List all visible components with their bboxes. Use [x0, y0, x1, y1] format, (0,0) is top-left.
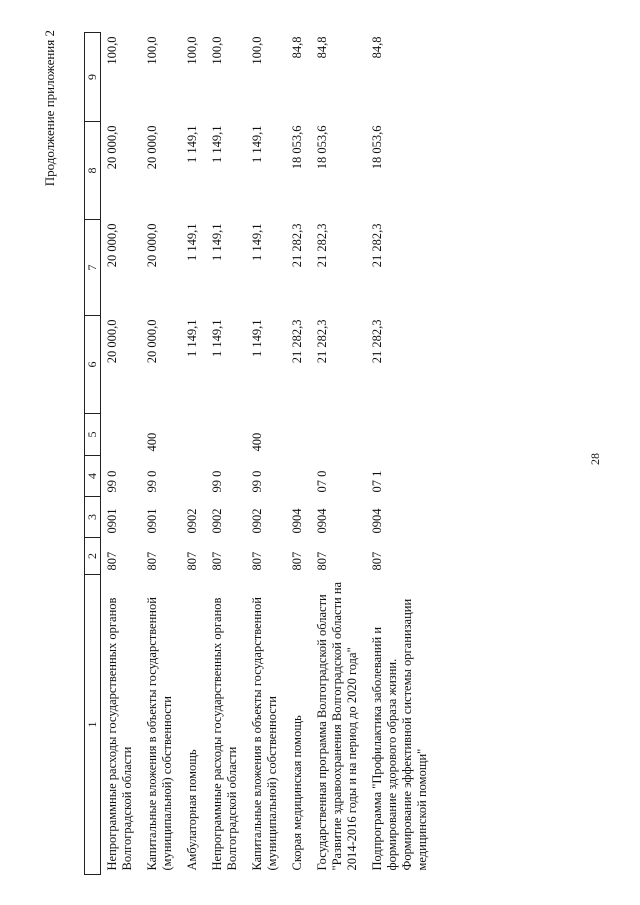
col-header-4: 4	[85, 456, 101, 497]
cell-c7: 20 000,0	[145, 223, 159, 268]
cell-c6: 1 149,1	[185, 319, 199, 357]
cell-c8: 20 000,0	[145, 125, 159, 170]
cell-c5	[206, 414, 246, 456]
row-name: Скорая медицинская помощь	[290, 715, 304, 871]
cell-c2: 807	[290, 551, 304, 571]
cell-c4: 99 0	[105, 470, 119, 493]
cell-c9: 100,0	[250, 36, 264, 65]
continuation-caption: Продолжение приложения 2	[42, 30, 57, 187]
cell-c7: 21 282,3	[290, 223, 304, 268]
cell-c4	[286, 456, 311, 497]
budget-table	[84, 32, 436, 875]
cell-c4: 99 0	[210, 470, 224, 493]
table-row	[311, 33, 366, 875]
cell-c7: 1 149,1	[185, 223, 199, 261]
cell-c8: 1 149,1	[210, 125, 224, 163]
row-name: Непрограммные расходы государственных органов Волгоградской области	[105, 597, 134, 871]
cell-c9: 100,0	[105, 36, 119, 65]
row-name: Капитальные вложения в объекты государственной (муниципальной) собственности	[250, 597, 279, 871]
col-header-2: 2	[85, 538, 101, 575]
row-name: Непрограммные расходы государственных органов Волгоградской области	[210, 597, 239, 871]
cell-c5	[181, 414, 206, 456]
cell-c5	[101, 414, 142, 456]
cell-c2: 807	[250, 551, 264, 571]
cell-c6: 20 000,0	[105, 319, 119, 364]
cell-c8: 18 053,6	[370, 125, 384, 170]
table-row	[286, 33, 311, 875]
cell-c7: 21 282,3	[315, 223, 329, 268]
cell-c7: 21 282,3	[370, 223, 384, 268]
cell-c2: 807	[145, 551, 159, 571]
cell-c9: 100,0	[210, 36, 224, 65]
cell-c9: 100,0	[145, 36, 159, 65]
cell-c2: 807	[105, 551, 119, 571]
cell-c6: 21 282,3	[290, 319, 304, 364]
cell-c8: 1 149,1	[250, 125, 264, 163]
cell-c3: 0904	[315, 508, 329, 534]
cell-c5	[366, 414, 436, 456]
col-header-1: 1	[85, 575, 101, 875]
cell-c6: 21 282,3	[315, 319, 329, 364]
cell-c5: 400	[145, 432, 159, 452]
col-header-7: 7	[85, 220, 101, 316]
header-row	[85, 33, 101, 875]
cell-c7: 1 149,1	[210, 223, 224, 261]
cell-c3: 0902	[185, 508, 199, 534]
cell-c6: 20 000,0	[145, 319, 159, 364]
table-row	[141, 33, 181, 875]
cell-c3: 0902	[250, 508, 264, 534]
cell-c6: 1 149,1	[210, 319, 224, 357]
cell-c4	[181, 456, 206, 497]
cell-c9: 84,8	[290, 36, 304, 59]
col-header-3: 3	[85, 497, 101, 538]
table-row	[246, 33, 286, 875]
cell-c6: 1 149,1	[250, 319, 264, 357]
row-name: Капитальные вложения в объекты государственной (муниципальной) собственности	[145, 597, 174, 871]
cell-c3: 0904	[370, 508, 384, 534]
cell-c9: 100,0	[185, 36, 199, 65]
cell-c9: 84,8	[315, 36, 329, 59]
cell-c6: 21 282,3	[370, 319, 384, 364]
table-row	[206, 33, 246, 875]
cell-c8: 20 000,0	[105, 125, 119, 170]
table-row	[181, 33, 206, 875]
cell-c8: 18 053,6	[315, 125, 329, 170]
col-header-6: 6	[85, 316, 101, 414]
cell-c3: 0901	[105, 508, 119, 534]
cell-c3: 0902	[210, 508, 224, 534]
row-name: Подпрограмма "Профилактика заболеваний и формирование здорового образа жизни. Формирование эффективной системы организации медицинской помощи"	[370, 598, 429, 871]
cell-c5	[286, 414, 311, 456]
cell-c4: 99 0	[250, 470, 264, 493]
cell-c4: 07 1	[370, 470, 384, 493]
cell-c4: 07 0	[315, 470, 329, 493]
cell-c8: 18 053,6	[290, 125, 304, 170]
cell-c2: 807	[185, 551, 199, 571]
cell-c2: 807	[315, 551, 329, 571]
table-row	[101, 33, 142, 875]
cell-c4: 99 0	[145, 470, 159, 493]
cell-c7: 20 000,0	[105, 223, 119, 268]
row-name: Амбулаторная помощь	[185, 749, 199, 871]
cell-c7: 1 149,1	[250, 223, 264, 261]
cell-c3: 0904	[290, 508, 304, 534]
col-header-5: 5	[85, 414, 101, 456]
cell-c2: 807	[210, 551, 224, 571]
cell-c5: 400	[250, 432, 264, 452]
col-header-9: 9	[85, 33, 101, 122]
cell-c9: 84,8	[370, 36, 384, 59]
cell-c2: 807	[370, 551, 384, 571]
cell-c8: 1 149,1	[185, 125, 199, 163]
table-row	[366, 33, 436, 875]
cell-c3: 0901	[145, 508, 159, 534]
col-header-8: 8	[85, 122, 101, 220]
row-name: Государственная программа Волгоградской области "Развитие здравоохранения Волгоградской области на 2014-2016 годы и на период до 2020 года"	[315, 581, 359, 871]
page-number: 28	[588, 453, 602, 465]
cell-c5	[311, 414, 366, 456]
